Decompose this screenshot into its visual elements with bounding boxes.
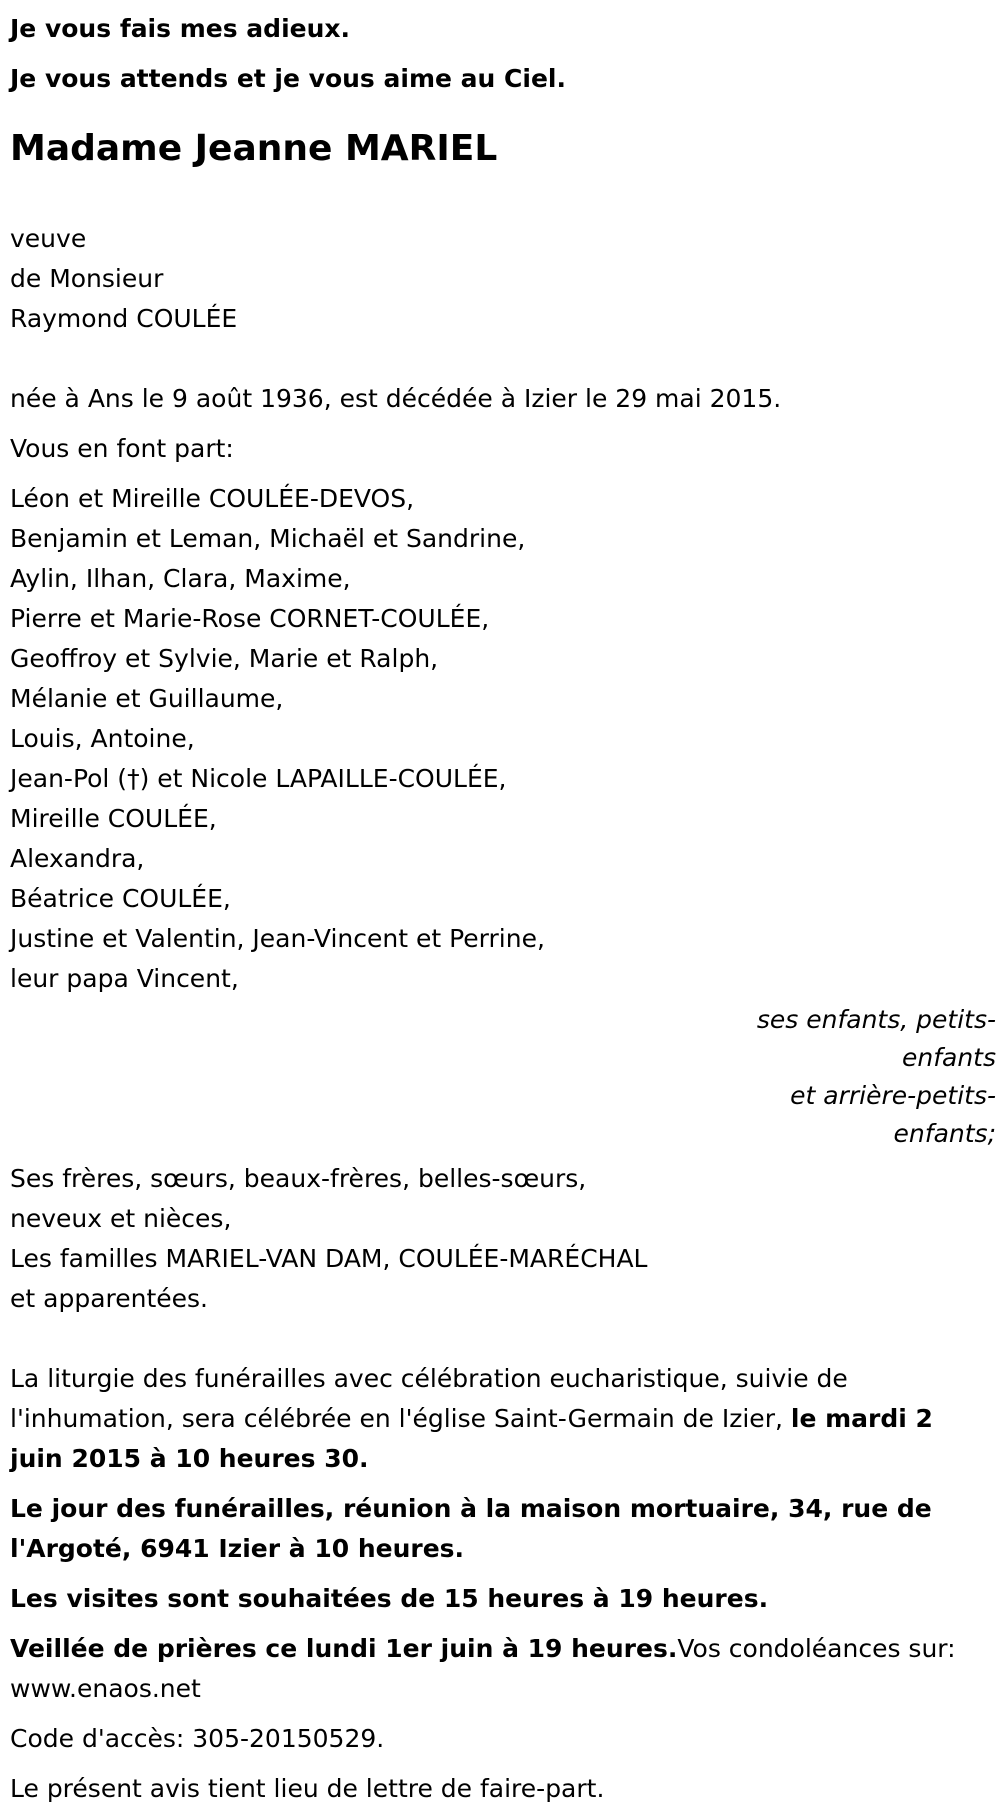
liturgy-paragraph (10, 1359, 980, 1479)
relationship-line: enfants (901, 1043, 996, 1072)
family-member: Justine et Valentin, Jean-Vincent et Perrine, (10, 924, 545, 953)
extended-family-line: Les familles MARIEL-VAN DAM, COULÉE-MARÉCHAL (10, 1244, 648, 1273)
family-member: Alexandra, (10, 844, 145, 873)
relationship-line: ses enfants, petits- (756, 1005, 996, 1034)
family-member: Aylin, Ilhan, Clara, Maxime, (10, 564, 351, 593)
family-member: Geoffroy et Sylvie, Marie et Ralph, (10, 644, 439, 673)
farewell-intro (10, 4, 1000, 104)
relationship-note (10, 1001, 996, 1153)
family-member: Béatrice COULÉE, (10, 884, 231, 913)
vigil-condolences-paragraph (10, 1629, 980, 1709)
family-member: Benjamin et Leman, Michaël et Sandrine, (10, 524, 526, 553)
family-member: Louis, Antoine, (10, 724, 195, 753)
relationship-line: enfants; (893, 1119, 996, 1148)
family-member: Pierre et Marie-Rose CORNET-COULÉE, (10, 604, 490, 633)
family-intro: Vous en font part: (10, 434, 234, 463)
family-members-list (10, 479, 1000, 999)
family-member: leur papa Vincent, (10, 964, 239, 993)
vigil-info: Veillée de prières ce lundi 1er juin à 19 heures. (10, 1634, 678, 1663)
family-member: Mireille COULÉE, (10, 804, 217, 833)
access-code: Code d'accès: 305-20150529. (10, 1724, 385, 1753)
farewell-line: Je vous fais mes adieux. (10, 14, 351, 43)
visits-info: Les visites sont souhaitées de 15 heures à 19 heures. (10, 1584, 769, 1613)
family-member: Mélanie et Guillaume, (10, 684, 284, 713)
deceased-name: Madame Jeanne MARIEL (10, 128, 498, 169)
relationship-line: et arrière-petits- (790, 1081, 996, 1110)
family-member: Léon et Mireille COULÉE-DEVOS, (10, 484, 415, 513)
liturgy-date: le mardi 2 juin 2015 à 10 heures 30. (10, 1404, 933, 1473)
extended-family-list (10, 1159, 1000, 1319)
extended-family-line: Ses frères, sœurs, beaux-frères, belles-sœurs, (10, 1164, 587, 1193)
gathering-info: Le jour des funérailles, réunion à la maison mortuaire, 34, rue de l'Argoté, 6941 Izier à 10 heures. (10, 1494, 932, 1563)
family-member: Jean-Pol (†) et Nicole LAPAILLE-COULÉE, (10, 764, 507, 793)
marital-status (10, 219, 1000, 339)
status-line: de Monsieur (10, 264, 164, 293)
birth-death-info: née à Ans le 9 août 1936, est décédée à Izier le 29 mai 2015. (10, 384, 782, 413)
liturgy-text: La liturgie des funérailles avec célébration eucharistique, suivie de l'inhumation, sera célébrée en l'église Saint-Germain de Izier, (10, 1364, 848, 1433)
farewell-line: Je vous attends et je vous aime au Ciel. (10, 64, 566, 93)
notice-statement: Le présent avis tient lieu de lettre de faire-part. (10, 1774, 605, 1803)
extended-family-line: et apparentées. (10, 1284, 208, 1313)
extended-family-line: neveux et nièces, (10, 1204, 232, 1233)
status-line: Raymond COULÉE (10, 304, 238, 333)
condolences-info: Vos condoléances sur: www.enaos.net (10, 1634, 956, 1703)
status-line: veuve (10, 224, 87, 253)
